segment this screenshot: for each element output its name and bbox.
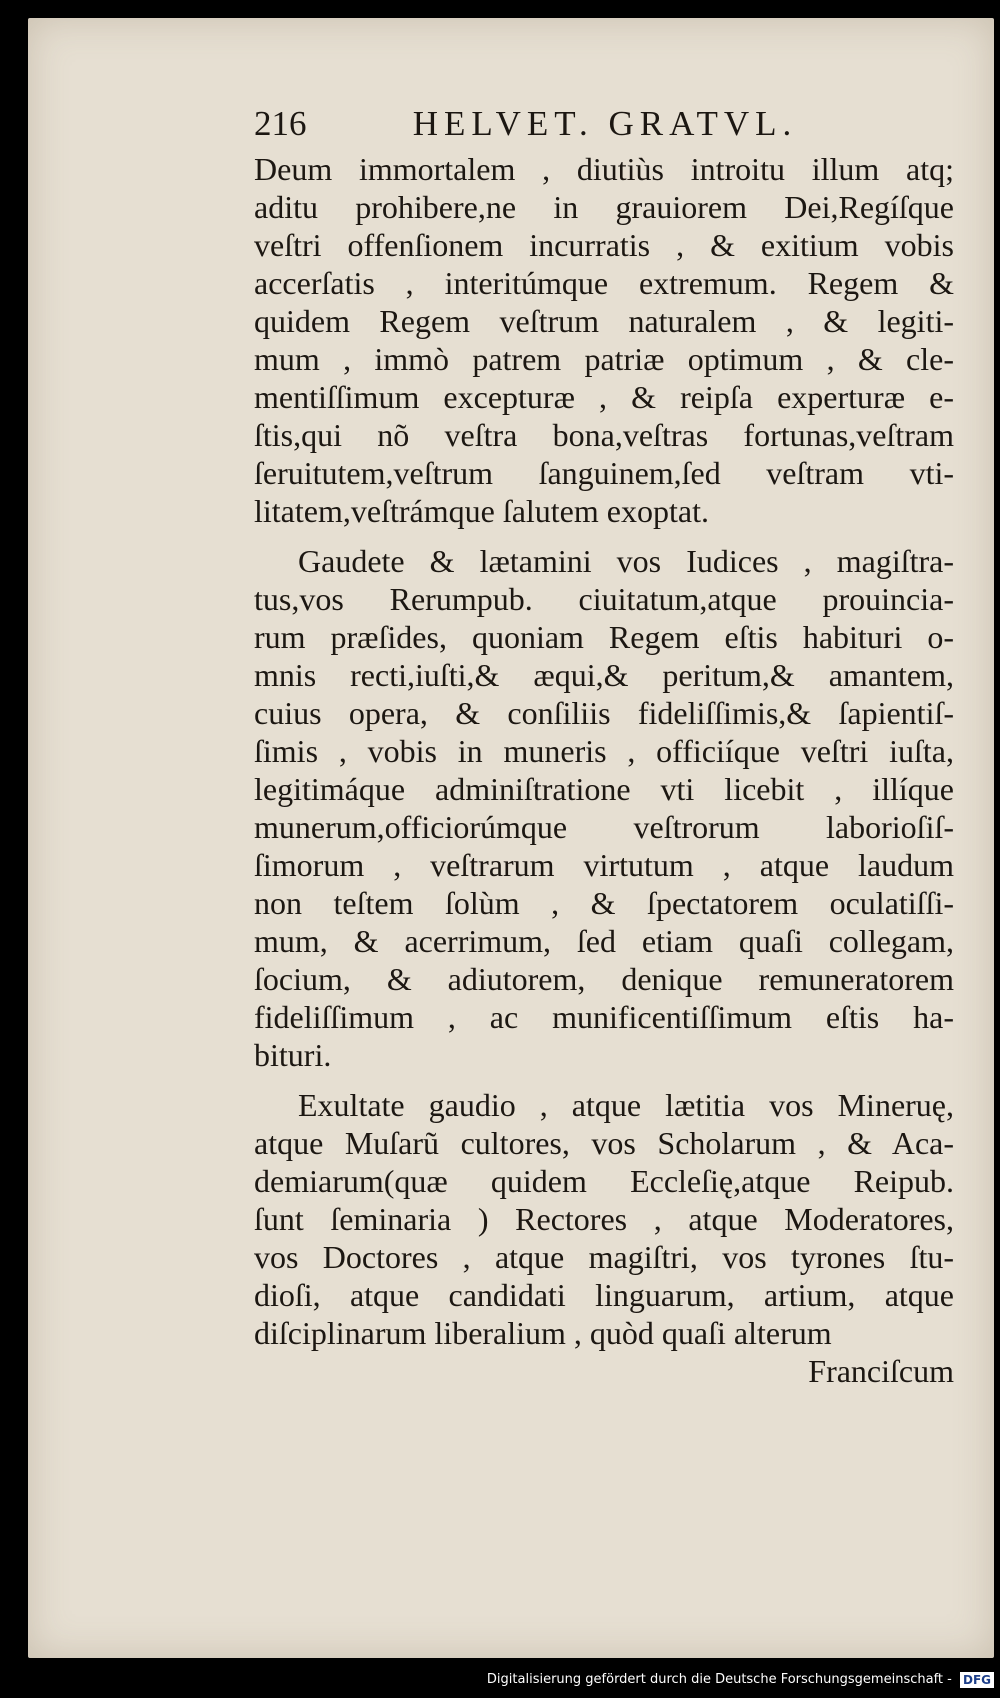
text-line: Exultate gaudio , atque lætitia vos Mineruę, <box>298 1087 954 1123</box>
text-line: munerum,officiorúmque veſtrorum laborioſiſ- <box>254 809 954 845</box>
text-line: quidem Regem veſtrum naturalem , & legiti- <box>254 303 954 339</box>
text-line: non teſtem ſolùm , & ſpectatorem oculatiſſi- <box>254 885 954 921</box>
page-number: 216 <box>254 104 307 143</box>
text-line: rum præſides, quoniam Regem eſtis habituri o- <box>254 619 954 655</box>
text-line: atque Muſarũ cultores, vos Scholarum , & Aca- <box>254 1125 954 1161</box>
text-line: ſeruitutem,veſtrum ſanguinem,ſed veſtram vti- <box>254 455 954 491</box>
text-line: mentiſſimum excepturæ , & reipſa experturæ e- <box>254 379 954 415</box>
digitization-footer <box>487 1666 994 1694</box>
text-line: legitimáque adminiſtratione vti licebit , illíque <box>254 771 954 807</box>
text-line: dioſi, atque candidati linguarum, artium, atque <box>254 1277 954 1313</box>
text-line: ſunt ſeminaria ) Rectores , atque Moderatores, <box>254 1201 954 1237</box>
text-line: fideliſſimum , ac munificentiſſimum eſtis ha- <box>254 999 954 1035</box>
text-line: accerſatis , interitúmque extremum. Regem & <box>254 265 954 301</box>
dfg-logo: DFG <box>960 1672 994 1688</box>
text-line: ſimis , vobis in muneris , officiíque veſtri iuſta, <box>254 733 954 769</box>
text-line: ſocium, & adiutorem, denique remuneratorem <box>254 961 954 997</box>
text-line: ſimorum , veſtrarum virtutum , atque laudum <box>254 847 954 883</box>
text-line: ſtis,qui nõ veſtra bona,veſtras fortunas,veſtram <box>254 417 954 453</box>
text-line: Gaudete & lætamini vos Iudices , magiſtra- <box>298 543 954 579</box>
text-line: Deum immortalem , diutiùs introitu illum atq; <box>254 151 954 187</box>
text-line: bituri. <box>254 1037 332 1073</box>
text-line: diſciplinarum liberalium , quòd quaſi alterum <box>254 1315 832 1351</box>
text-line: mnis recti,iuſti,& æqui,& peritum,& amantem, <box>254 657 954 693</box>
body-text <box>254 150 954 1390</box>
text-line: demiarum(quæ quidem Eccleſię,atque Reipub. <box>254 1163 954 1199</box>
text-line: tus,vos Rerumpub. ciuitatum,atque prouincia- <box>254 581 954 617</box>
paragraph-gap <box>254 1074 954 1086</box>
text-line: veſtri offenſionem incurratis , & exitium vobis <box>254 227 954 263</box>
footer-credit: Digitalisierung gefördert durch die Deutsche Forschungsgemeinschaft - <box>486 1672 952 1687</box>
paragraph-gap <box>254 530 954 542</box>
text-line: cuius opera, & conſiliis fideliſſimis,& ſapientiſ- <box>254 695 954 731</box>
running-head: HELVET. GRATVL. <box>412 104 798 143</box>
catchword: Franciſcum <box>808 1353 954 1389</box>
text-line: mum , immò patrem patriæ optimum , & cle- <box>254 341 954 377</box>
page-header <box>254 104 814 144</box>
text-line: aditu prohibere,ne in grauiorem Dei,Regíſque <box>254 189 954 225</box>
text-line: mum, & acerrimum, ſed etiam quaſi collegam, <box>254 923 954 959</box>
text-line: litatem,veſtrámque ſalutem exoptat. <box>254 493 709 529</box>
text-line: vos Doctores , atque magiſtri, vos tyrones ſtu- <box>254 1239 954 1275</box>
